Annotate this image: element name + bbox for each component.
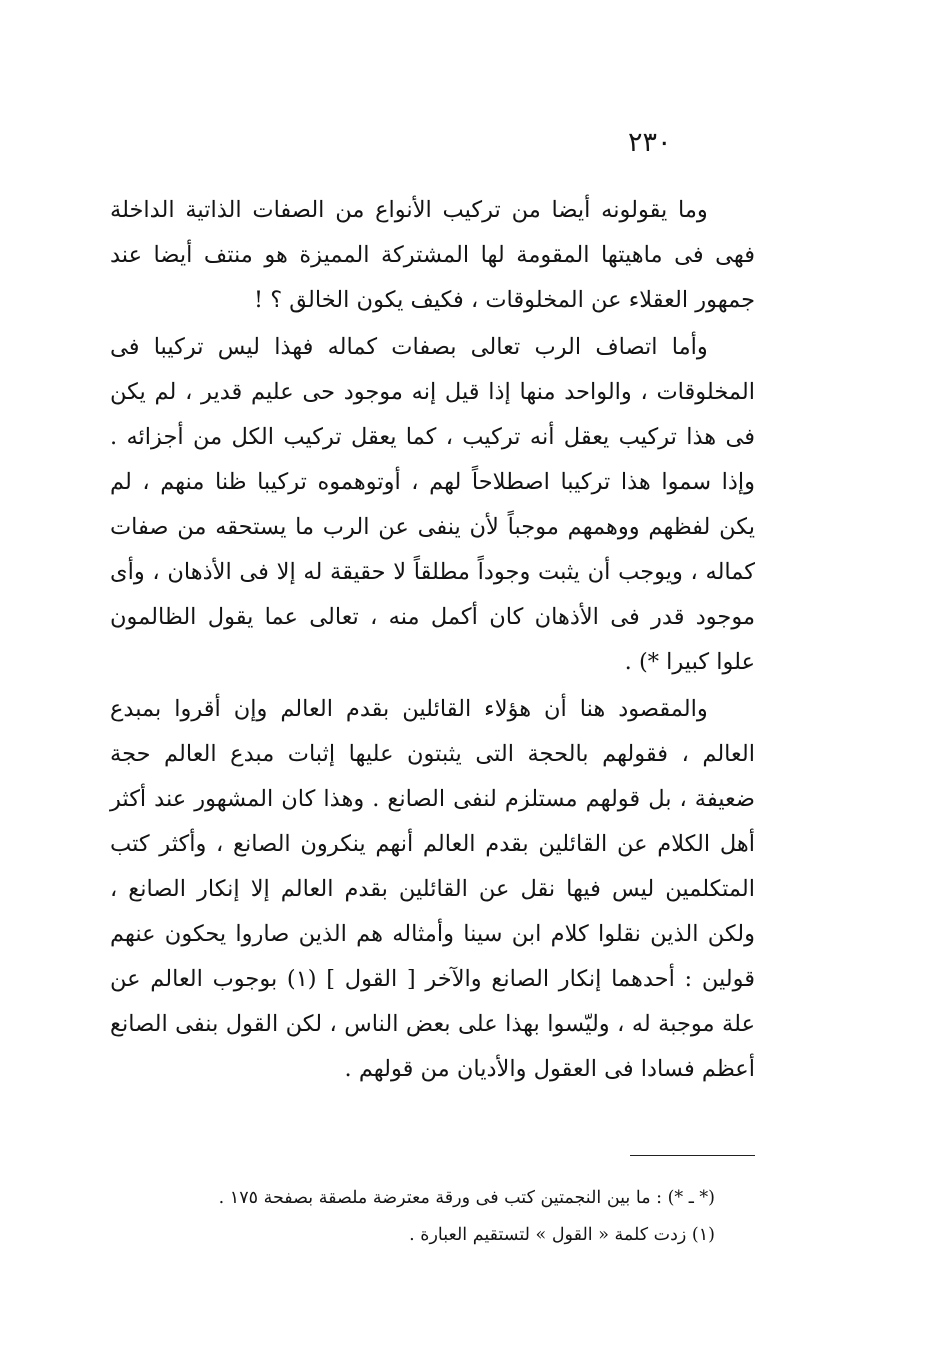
footnote-divider: [630, 1155, 755, 1156]
paragraph-1: وما يقولونه أيضا من تركيب الأنواع من الصفات الذاتية الداخلة فهى فى ماهيتها المقومة لها المشتركة المميزة هو منتف أيضا عند جمهور العقلاء عن المخلوقات ، فكيف يكون الخالق ؟ !: [110, 197, 755, 313]
footnote-asterisk: (* ـ *) : ما بين النجمتين كتب فى ورقة معترضة ملصقة بصفحة ١٧٥ .: [218, 1188, 715, 1208]
footnote-1: (١) زدت كلمة « القول » لتستقيم العبارة .: [409, 1225, 715, 1245]
footnotes: [110, 1180, 715, 1254]
paragraph-3: والمقصود هنا أن هؤلاء القائلين بقدم العالم وإن أقروا بمبدع العالم ، فقولهم بالحجة التى يثبتون عليها إثبات مبدع العالم حجة ضعيفة ، بل قولهم مستلزم لنفى الصانع . وهذا كان المشهور عند أكثر أهل الكلام عن القائلين بقدم العالم أنهم ينكرون الصانع ، وأكثر كتب المتكلمين ليس فيها نقل عن القائلين بقدم العالم إلا إنكار الصانع ، ولكن الذين نقلوا كلام ابن سينا وأمثاله هم الذين صاروا يحكون عنهم قولين : أحدهما إنكار الصانع والآخر [ القول ] (١) بوجوب العالم عن علة موجبة له ، وليّسوا بهذا على بعض الناس ، لكن القول بنفى الصانع أعظم فسادا فى العقول والأديان من قولهم .: [110, 696, 755, 1082]
paragraph-2: وأما اتصاف الرب تعالى بصفات كماله فهذا ليس تركيبا فى المخلوقات ، والواحد منها إذا قيل إنه موجود حى عليم قدير ، لم يكن فى هذا تركيب يعقل أنه تركيب ، كما يعقل تركيب الكل من أجزائه . وإذا سموا هذا تركيبا اصطلاحاً لهم ، أوتوهموه تركيبا ظنا منهم ، لم يكن لفظهم ووهمهم موجباً لأن ينفى عن الرب ما يستحقه من صفات كماله ، ويوجب أن يثبت وجوداً مطلقاً لا حقيقة له إلا فى الأذهان ، وأى موجود قدر فى الأذهان كان أكمل منه ، تعالى عما يقول الظالمون علوا كبيرا *) .: [110, 334, 755, 675]
page-number: ٢٣٠: [628, 127, 672, 158]
main-text: [110, 188, 755, 1092]
